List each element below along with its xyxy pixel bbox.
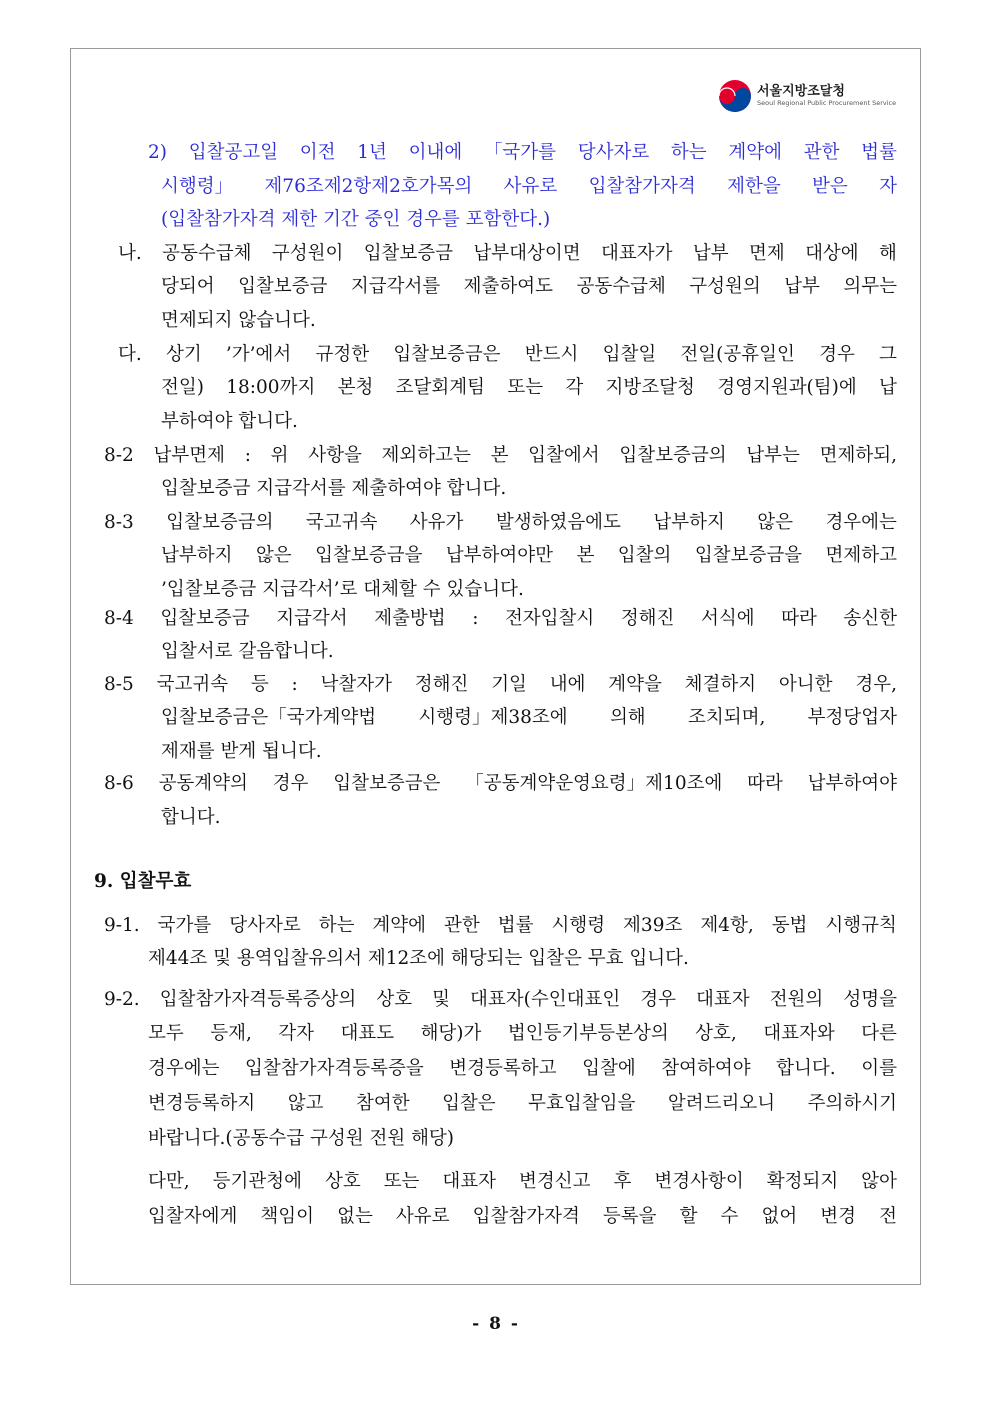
text-line: 나. 공동수급체 구성원이 입찰보증금 납부대상이면 대표자가 납부 면제 대상에 해 — [118, 243, 897, 264]
text-line: 경우에는 입찰참가자격등록증을 변경등록하고 입찰에 참여하여야 합니다. 이를 — [148, 1058, 897, 1079]
text-line: 8-3 입찰보증금의 국고귀속 사유가 발생하였음에도 납부하지 않은 경우에는 — [104, 512, 897, 533]
text-line: 납부하지 않은 입찰보증금을 납부하여야만 본 입찰의 입찰보증금을 면제하고 — [161, 545, 897, 566]
text-line: (입찰참가자격 제한 기간 중인 경우를 포함한다.) — [161, 209, 551, 230]
text-line: 제44조 및 용역입찰유의서 제12조에 해당되는 입찰은 무효 입니다. — [148, 948, 689, 969]
text-line: 모두 등재, 각자 대표도 해당)가 법인등기부등본상의 상호, 대표자와 다른 — [148, 1023, 897, 1044]
org-logo — [717, 78, 902, 114]
section-heading: 9. 입찰무효 — [94, 871, 192, 892]
text-line: 합니다. — [161, 807, 221, 828]
text-line: 9-2. 입찰참가자격등록증상의 상호 및 대표자(수인대표인 경우 대표자 전원의 성명을 — [104, 989, 897, 1010]
text-line: 부하여야 합니다. — [161, 411, 298, 432]
text-line: 입찰보증금 지급각서를 제출하여야 합니다. — [161, 478, 507, 499]
text-line: 8-6 공동계약의 경우 입찰보증금은 「공동계약운영요령」제10조에 따라 납부하여야 — [104, 773, 897, 794]
text-line: 시행령」 제76조제2항제2호가목의 사유로 입찰참가자격 제한을 받은 자 — [161, 176, 897, 197]
text-line: 8-4 입찰보증금 지급각서 제출방법 : 전자입찰시 정해진 서식에 따라 송신한 — [104, 608, 897, 629]
text-line: 입찰보증금은「국가계약법 시행령」제38조에 의해 조치되며, 부정당업자 — [161, 707, 897, 728]
org-subtitle: Seoul Regional Public Procurement Service — [757, 99, 897, 107]
text-line: 입찰자에게 책임이 없는 사유로 입찰참가자격 등록을 할 수 없어 변경 전 — [148, 1206, 897, 1227]
taegeuk-logo-icon — [717, 78, 753, 114]
text-line: 당되어 입찰보증금 지급각서를 제출하여도 공동수급체 구성원의 납부 의무는 — [161, 276, 897, 297]
text-line: 전일) 18:00까지 본청 조달회계팀 또는 각 지방조달청 경영지원과(팀)에 납 — [161, 377, 897, 398]
org-name: 서울지방조달청 — [757, 84, 845, 99]
text-line: 다만, 등기관청에 상호 또는 대표자 변경신고 후 변경사항이 확정되지 않아 — [148, 1171, 897, 1192]
text-line: 바랍니다.(공동수급 구성원 전원 해당) — [148, 1128, 455, 1149]
text-line: 입찰서로 갈음합니다. — [161, 641, 334, 662]
text-line: 변경등록하지 않고 참여한 입찰은 무효입찰임을 알려드리오니 주의하시기 — [148, 1093, 897, 1114]
text-line: 9-1. 국가를 당사자로 하는 계약에 관한 법률 시행령 제39조 제4항, 동법 시행규칙 — [104, 915, 897, 936]
text-line: 8-2 납부면제 : 위 사항을 제외하고는 본 입찰에서 입찰보증금의 납부는 면제하되, — [104, 445, 897, 466]
text-line: 다. 상기 ’가’에서 규정한 입찰보증금은 반드시 입찰일 전일(공휴일인 경우 그 — [118, 344, 897, 365]
page-number: - 8 - — [472, 1314, 520, 1334]
text-line: 면제되지 않습니다. — [161, 310, 316, 331]
text-line: ’입찰보증금 지급각서’로 대체할 수 있습니다. — [161, 579, 524, 600]
text-line: 제재를 받게 됩니다. — [161, 741, 322, 762]
text-line: 8-5 국고귀속 등 : 낙찰자가 정해진 기일 내에 계약을 체결하지 아니한 경우, — [104, 674, 897, 695]
text-line: 2) 입찰공고일 이전 1년 이내에 「국가를 당사자로 하는 계약에 관한 법률 — [148, 142, 897, 163]
